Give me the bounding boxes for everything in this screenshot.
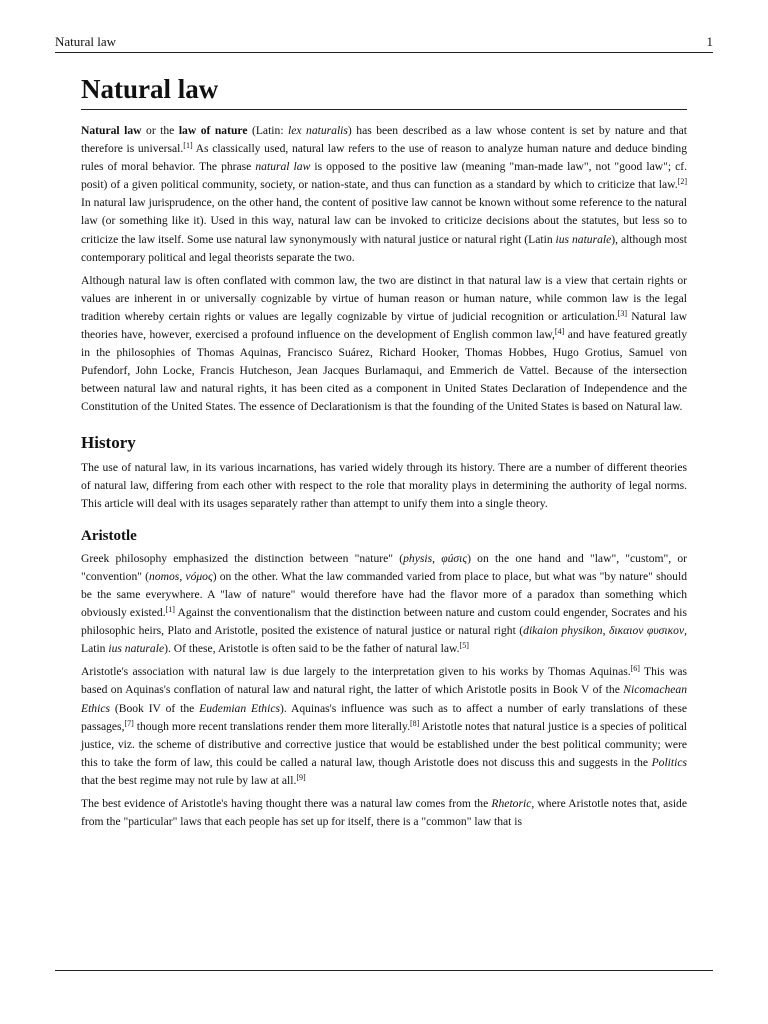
intro-paragraph-1: Natural law or the law of nature (Latin: lex naturalis) has been described as a law whose content is set by nature and that therefore is universal.[1] As classically used, natural law refers to the use of reason to analyze human nature and deduce binding rules of moral behavior. The phrase natural law is opposed to the positive law (meaning "man-made law", not "good law"; cf. posit) of a given political community, society, or nation-state, and thus can function as a standard by which to criticize that law.[2] In natural law jurisprudence, on the other hand, the content of positive law cannot be known without some reference to the natural law (or something like it). Used in this way, natural law can be invoked to criticize decisions about the statutes, but less so to criticize the law itself. Some use natural law synonymously with natural justice or natural right (Latin ius naturale), although most contemporary political and legal theorists separate the two. [81, 124, 688, 264]
citation-link[interactable]: [9] [296, 772, 306, 782]
citation-link[interactable]: [2] [677, 177, 687, 187]
article-body [81, 72, 687, 836]
citation-link[interactable]: [4] [554, 327, 565, 337]
citation-link[interactable]: [1] [183, 141, 193, 151]
aristotle-paragraph-1: Greek philosophy emphasized the distinction between "nature" (physis, φúσις) on the one hand and "law", "custom", or "convention" (nomos, νóμος) on the other. What the law commanded varied from place to place, but what was "by nature" should be the same everywhere. A "law of nature" would therefore have had the flavor more of a paradox than something which obviously existed.[1] Against the conventionalism that the distinction between nature and custom could engender, Socrates and his philosophic heirs, Plato and Aristotle, posited the existence of natural justice or natural right (dikaion physikon, δικαιον φυσικον, Latin ius naturale). Of these, Aristotle is often said to be the father of natural law.[5] [81, 551, 688, 656]
citation-link[interactable]: [1] [165, 605, 175, 615]
aristotle-paragraph-3: The best evidence of Aristotle's having thought there was a natural law comes from the Rhetoric, where Aristotle notes that, aside from the "particular" laws that each people has set up for itself, there is a "common" law that is [81, 797, 687, 829]
running-head-title: Natural law [55, 34, 117, 49]
section-heading-aristotle: Aristotle [81, 527, 137, 544]
history-paragraph: The use of natural law, in its various incarnations, has varied widely through its history. There are a number of different theories of natural law, differing from each other with respect to the role that morality plays in determining the authority of legal norms. This article will deal with its usages separately rather than attempt to unify them into a single theory. [81, 460, 687, 510]
citation-link[interactable]: [6] [630, 664, 640, 674]
citation-link[interactable]: [7] [124, 718, 134, 728]
page-number: 1 [706, 34, 713, 49]
running-head [55, 34, 713, 50]
citation-link[interactable]: [5] [459, 641, 469, 651]
intro-paragraph-2: Although natural law is often conflated with common law, the two are distinct in that natural law is a view that certain rights or values are inherent in or universally cognizable by virtue of human reason or human nature, while common law is the legal tradition whereby certain rights or values are legally cognizable by virtue of judicial recognition or articulation.[3] Natural law theories have, however, exercised a profound influence on the development of English common law,[4] and have featured greatly in the philosophies of Thomas Aquinas, Francisco Suárez, Richard Hooker, Thomas Hobbes, Hugo Grotius, Samuel von Pufendorf, John Locke, Francis Hutcheson, Jean Jacques Burlamaqui, and Emmerich de Vattel. Because of the intersection between natural law and natural rights, it has been cited as a component in United States Declaration of Independence and the Constitution of the United States. The essence of Declarationism is that the founding of the United States is based on Natural law. [81, 273, 687, 414]
footer-rule [55, 970, 713, 971]
citation-link[interactable]: [3] [617, 308, 628, 318]
bold-term: law of nature [178, 124, 248, 137]
citation-link[interactable]: [8] [409, 718, 420, 728]
article-title: Natural law [81, 72, 687, 110]
aristotle-paragraph-2: Aristotle's association with natural law is due largely to the interpretation given to his works by Thomas Aquinas.[6] This was based on Aquinas's conflation of natural law and natural right, the latter of which Aristotle posits in Book V of the Nicomachean Ethics (Book IV of the Eudemian Ethics). Aquinas's influence was such as to affect a number of early translations of these passages,[7] though more recent translations render them more literally.[8] Aristotle notes that natural justice is a species of political justice, viz. the scheme of distributive and corrective justice that would be established under the best political community; were this to take the form of law, this could be called a natural law, though Aristotle does not discuss this and suggests in the Politics that the best regime may not rule by law at all.[9] [81, 664, 687, 787]
header-rule [55, 52, 713, 53]
section-heading-history: History [81, 432, 136, 452]
bold-term: Natural law [81, 124, 142, 137]
